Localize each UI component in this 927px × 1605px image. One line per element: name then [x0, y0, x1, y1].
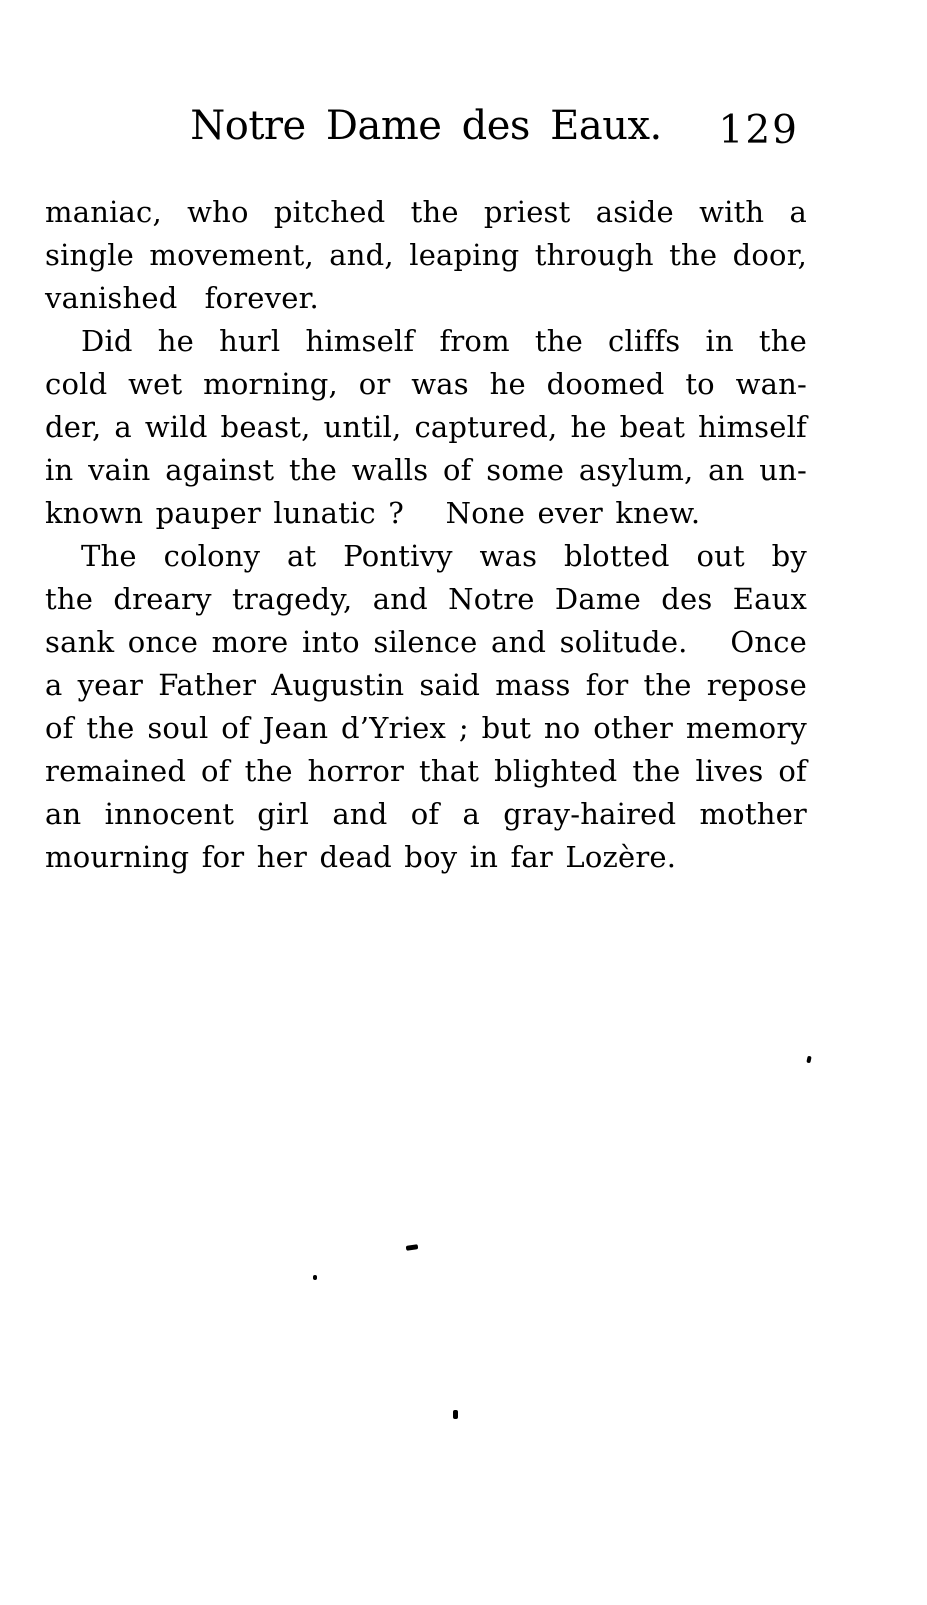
text-line: The colony at Pontivy was blotted out by: [81, 539, 807, 573]
text-line: known pauper lunatic ? None ever knew.: [45, 496, 701, 530]
text-line: of the soul of Jean d’Yriex ; but no other memory: [45, 711, 807, 745]
running-header-title: Notre Dame des Eaux.: [190, 103, 662, 149]
ink-speck: [406, 1244, 419, 1251]
text-line: single movement, and, leaping through the door,: [45, 238, 807, 272]
text-line: in vain against the walls of some asylum, an un-: [45, 453, 807, 487]
paragraph-1: [45, 191, 807, 320]
text-line: a year Father Augustin said mass for the repose: [45, 668, 807, 702]
ink-speck: [313, 1275, 317, 1280]
running-header: [45, 103, 807, 166]
text-line: Did he hurl himself from the cliffs in the: [81, 324, 807, 358]
page-text: [45, 191, 807, 879]
text-line: maniac, who pitched the priest aside with a: [45, 195, 807, 229]
text-line: mourning for her dead boy in far Lozère.: [45, 840, 677, 874]
text-line: an innocent girl and of a gray-haired mother: [45, 797, 807, 831]
text-line: sank once more into silence and solitude. Once: [45, 625, 807, 659]
text-line: remained of the horror that blighted the lives of: [45, 754, 807, 788]
paragraph-3: [45, 535, 807, 879]
text-line: the dreary tragedy, and Notre Dame des Eaux: [45, 582, 807, 616]
text-line: vanished forever.: [45, 281, 319, 315]
ink-speck: [453, 1410, 458, 1419]
ink-speck: [806, 1056, 811, 1064]
text-line: cold wet morning, or was he doomed to wan-: [45, 367, 807, 401]
paragraph-2: [45, 320, 807, 535]
text-line: der, a wild beast, until, captured, he beat himself: [45, 410, 807, 444]
page-number: 129: [718, 108, 799, 153]
